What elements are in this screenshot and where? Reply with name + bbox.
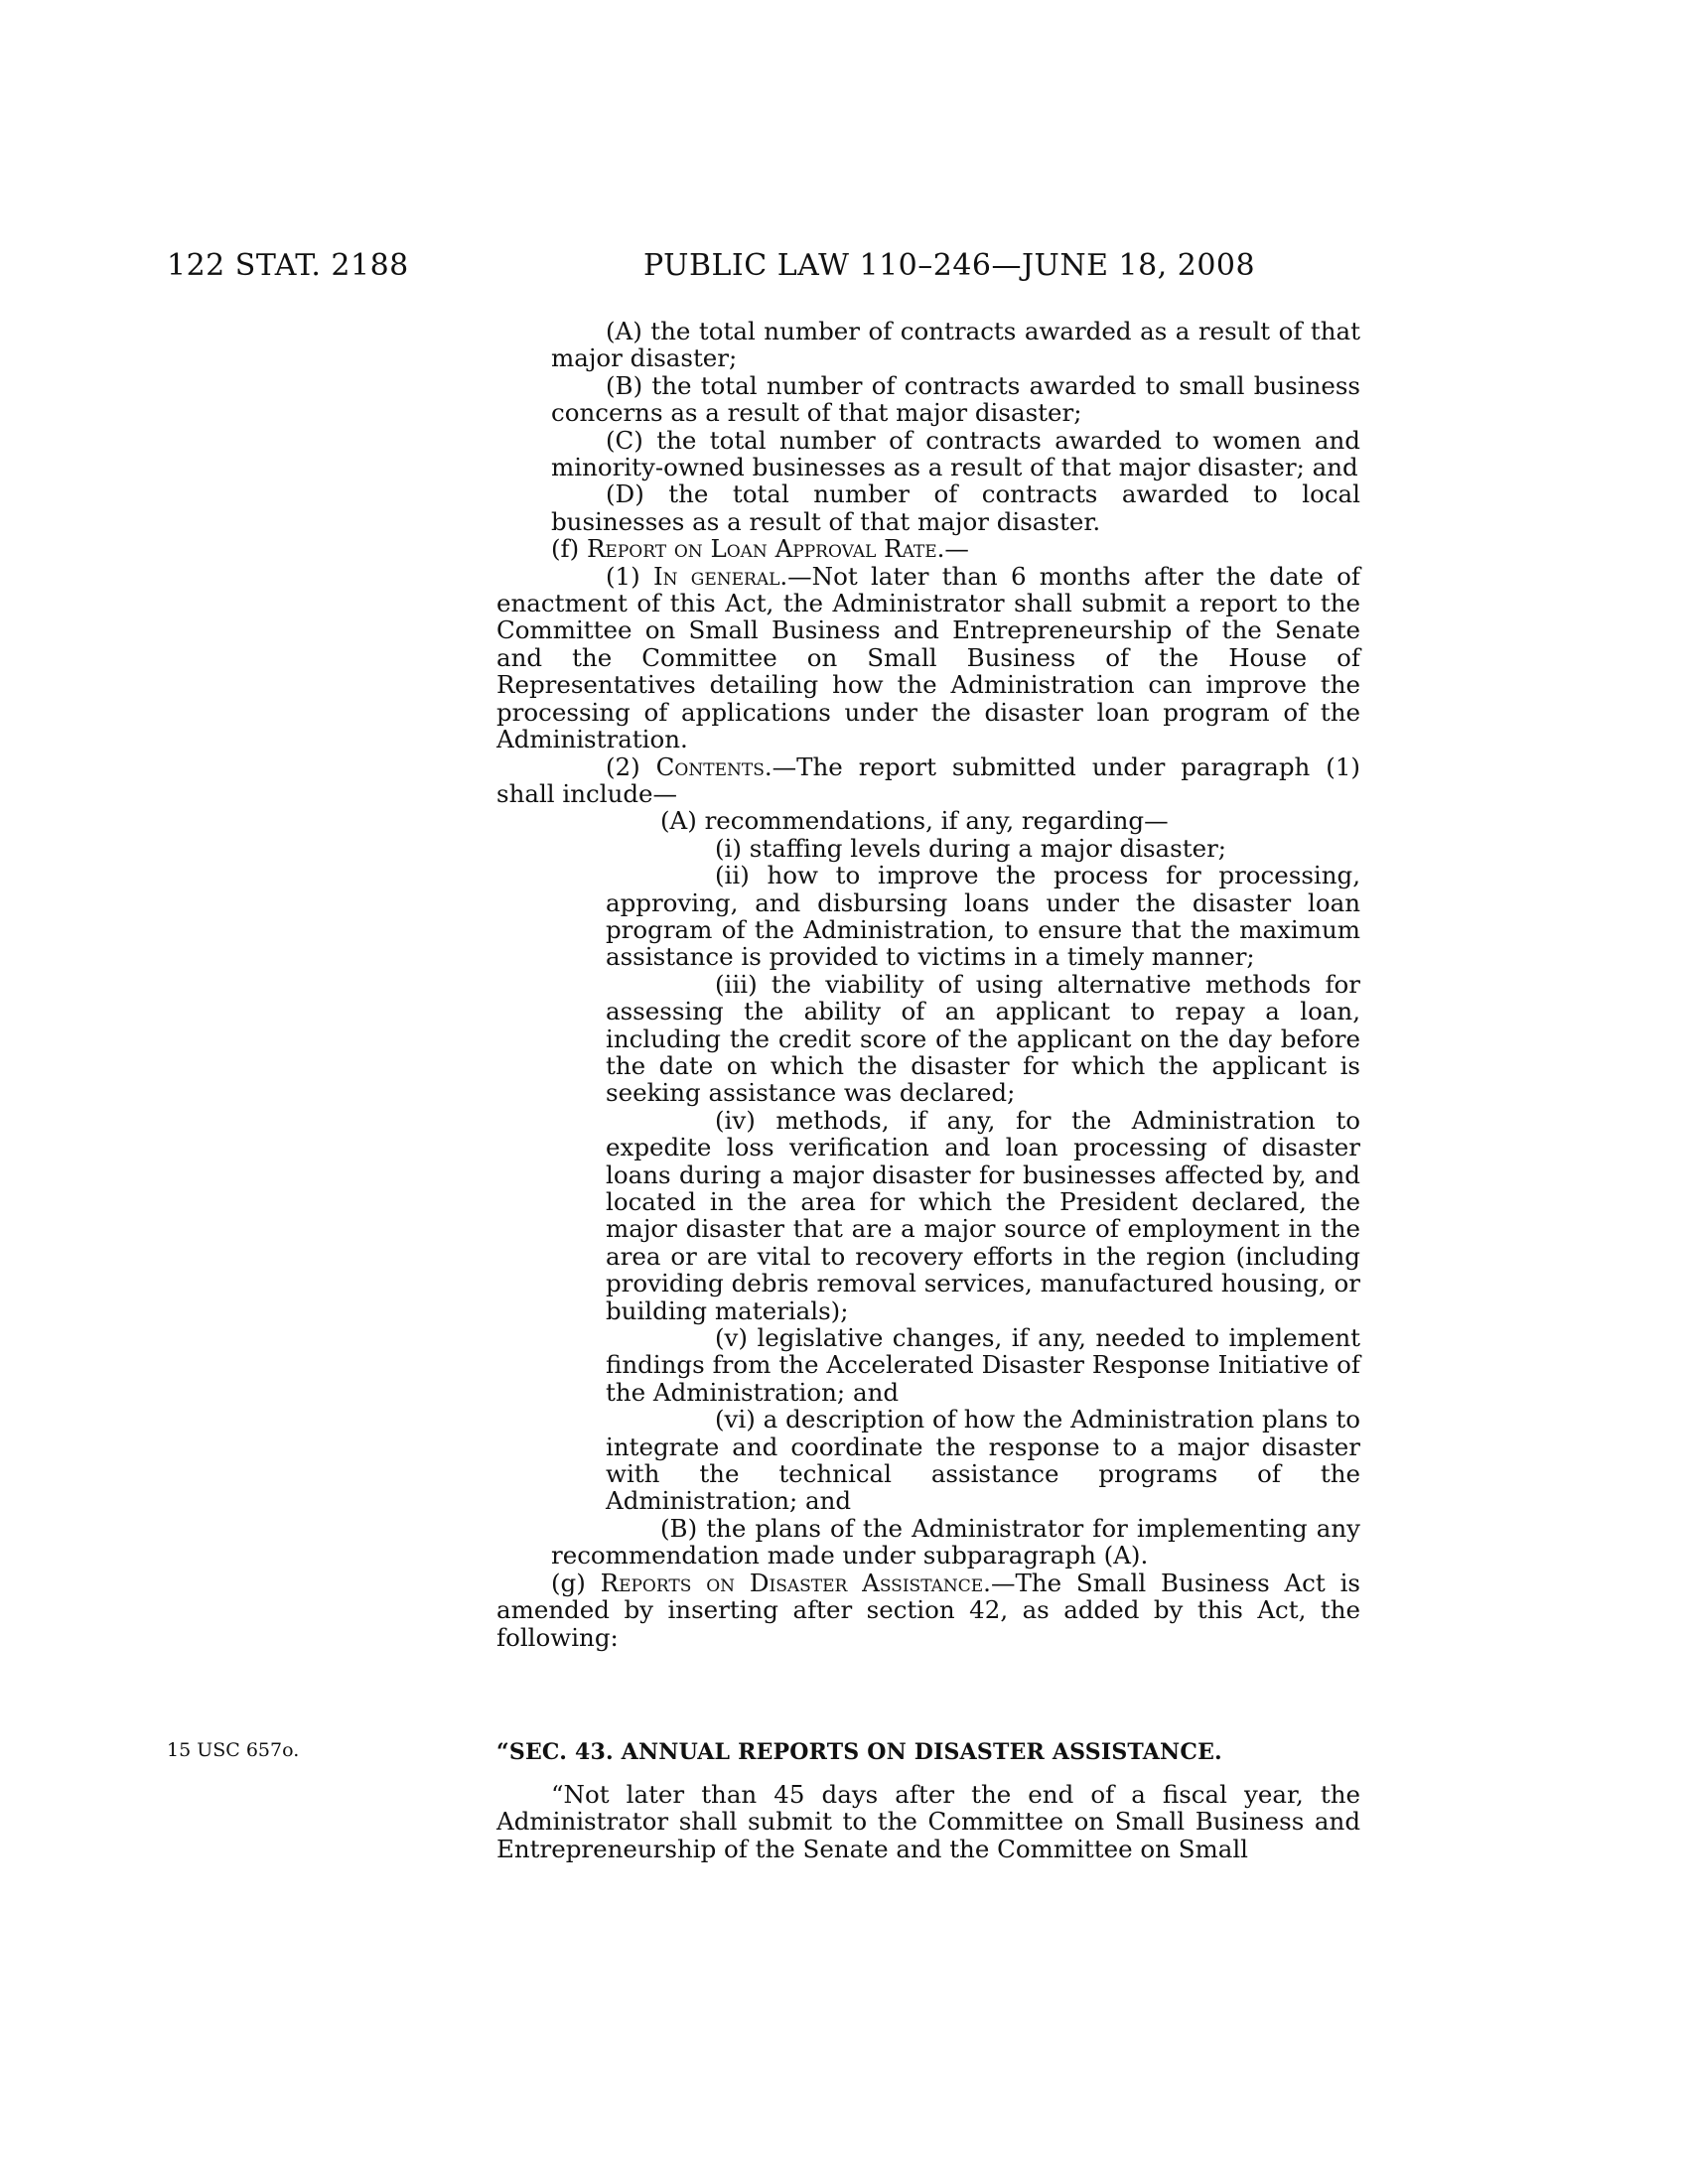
subparagraph-b: (B) the plans of the Administrator for implementing any recommendation made under subparagraph (A). — [551, 1513, 1360, 1570]
clause-vi: (vi) a description of how the Administration plans to integrate and coordinate the response to a major disaster with the technical assistance programs of the Administration; and — [606, 1405, 1360, 1516]
section-g-text: .—The Small Business Act is amended by inserting after section 42, as added by this Act, the following: — [496, 1568, 1360, 1652]
section-g — [496, 1570, 1360, 1651]
p1-label: (1) — [606, 561, 653, 591]
section-f-title: Report on Loan Approval Rate — [586, 534, 937, 564]
statute-page-number: 122 STAT. 2188 — [167, 248, 409, 283]
section-43-heading: “SEC. 43. ANNUAL REPORTS ON DISASTER ASSISTANCE. — [496, 1739, 1222, 1765]
p2-text: .—The report submitted under paragraph (1) shall include— — [496, 751, 1360, 808]
section-f-paragraph-2 — [496, 753, 1360, 808]
section-f-prefix: (f) — [551, 534, 587, 564]
page-title: PUBLIC LAW 110–246—JUNE 18, 2008 — [643, 248, 1256, 283]
item-c: (C) the total number of contracts awarded to women and minority-owned businesses as a result of that major disaster; and — [551, 425, 1360, 482]
clause-iii: (iii) the viability of using alternative methods for assessing the ability of an applicant to repay a loan, including the credit score of the applicant on the day before the date on which the disaster for which the applicant is seeking assistance was declared; — [606, 969, 1360, 1108]
p1-heading: In general — [652, 561, 780, 591]
margin-citation: 15 USC 657o. — [167, 1739, 300, 1761]
section-f-heading — [496, 535, 1360, 562]
subparagraph-a: (A) recommendations, if any, regarding— — [660, 806, 1169, 836]
section-g-title: Reports on Disaster Assistance — [600, 1568, 984, 1597]
item-d: (D) the total number of contracts awarded to local businesses as a result of that major disaster. — [551, 479, 1360, 536]
clause-i: (i) staffing levels during a major disaster; — [715, 833, 1227, 863]
item-b: (B) the total number of contracts awarded to small business concerns as a result of that major disaster; — [551, 370, 1360, 428]
section-f-paragraph-1 — [496, 563, 1360, 753]
section-g-prefix: (g) — [551, 1568, 601, 1597]
clause-ii: (ii) how to improve the process for processing, approving, and disbursing loans under the disaster loan program of the Administration, to ensure that the maximum assistance is provided to victims in a timely manner; — [606, 861, 1360, 972]
section-f-dash: .— — [936, 534, 969, 564]
clause-iv: (iv) methods, if any, for the Administration to expedite loss verification and loan processing of disaster loans during a major disaster for businesses affected by, and located in the area for which the President declared, the major disaster that are a major source of employment in the area or are vital to recovery efforts in the region (including providing debris removal services, manufactured housing, or building materials); — [606, 1105, 1360, 1325]
p1-text: .—Not later than 6 months after the date of enactment of this Act, the Administrator shall submit a report to the Committee on Small Business and Entrepreneurship of the Senate and the Committee on Small Business of the House of Representatives detailing how the Administration can improve the processing of applications under the disaster loan program of the Administration. — [496, 561, 1360, 754]
p2-heading: Contents — [655, 751, 765, 781]
clause-v: (v) legislative changes, if any, needed to implement findings from the Accelerated Disaster Response Initiative of the Administration; and — [606, 1323, 1360, 1407]
item-a: (A) the total number of contracts awarded as a result of that major disaster; — [551, 317, 1360, 373]
main-body — [496, 318, 1360, 1651]
section-43-text: “Not later than 45 days after the end of a fiscal year, the Administrator shall submit to the Committee on Small Business and Entrepreneurship of the Senate and the Committee on Small — [496, 1780, 1360, 1863]
p2-label: (2) — [606, 751, 656, 781]
